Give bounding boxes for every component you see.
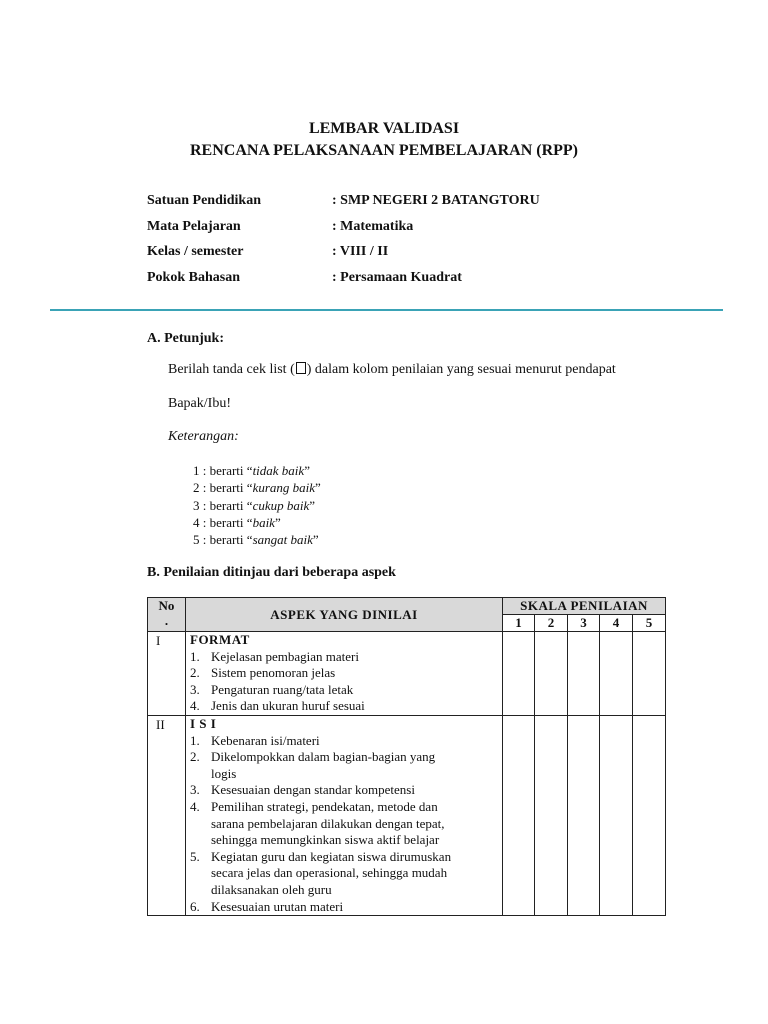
info-value: : Matematika: [332, 219, 414, 234]
score-cell-3[interactable]: [568, 715, 600, 915]
list-item: 2. Dikelompokkan dalam bagian-bagian yang logis: [190, 749, 436, 781]
info-label: Kelas / semester: [147, 244, 244, 259]
section-b-heading: B. Penilaian ditinjau dari beberapa aspek: [147, 565, 396, 580]
info-value: : Persamaan Kuadrat: [332, 270, 462, 285]
legend-item: 3 : berarti “cukup baik”: [193, 497, 316, 513]
info-label: Satuan Pendidikan: [147, 193, 261, 208]
table-row: [148, 632, 666, 716]
legend-item: 4 : berarti “baik”: [193, 514, 281, 530]
instruction-text: [168, 362, 616, 378]
legend-item: 1 : berarti “tidak baik”: [193, 463, 310, 478]
info-label: Pokok Bahasan: [147, 270, 240, 285]
header-scale-2: 2: [535, 615, 568, 632]
group-title: I S I: [190, 715, 217, 731]
header-aspek: ASPEK YANG DINILAI: [186, 598, 503, 632]
instruction-text-line2: Bapak/Ibu!: [168, 396, 231, 411]
score-cell-4[interactable]: [600, 632, 633, 716]
list-item: 5. Kegiatan guru dan kegiatan siswa dirumuskan secara jelas dan operasional, sehingga mudah dilaksanakan oleh guru: [190, 848, 452, 897]
info-value: : SMP NEGERI 2 BATANGTORU: [332, 193, 540, 208]
list-item: 6. Kesesuaian urutan materi: [190, 898, 344, 914]
aspect-cell: [186, 632, 503, 716]
info-label: Mata Pelajaran: [147, 219, 241, 234]
list-item: 4. Pemilihan strategi, pendekatan, metode dan sarana pembelajaran dilakukan dengan tepat, sehingga memungkinkan siswa aktif belajar: [190, 798, 445, 848]
instruction-part-2: ) dalam kolom penilaian yang sesuai menurut pendapat: [306, 362, 616, 377]
header-scale-4: 4: [600, 615, 633, 632]
instruction-part-1: Berilah tanda cek list (: [168, 362, 295, 377]
header-scale-1: 1: [503, 615, 535, 632]
section-a-heading: A. Petunjuk:: [147, 331, 225, 346]
header-no: No .: [148, 598, 186, 632]
table-row: [148, 715, 666, 915]
list-item: 1. Kejelasan pembagian materi: [190, 648, 359, 664]
section-divider: [50, 309, 723, 311]
group-title: FORMAT: [190, 632, 250, 647]
document-subtitle: RENCANA PELAKSANAAN PEMBELAJARAN (RPP): [190, 142, 578, 159]
list-item: 2. Sistem penomoran jelas: [190, 665, 336, 681]
row-number: I: [148, 632, 186, 716]
legend-item: 5 : berarti “sangat baik”: [193, 532, 319, 548]
list-item: 3. Pengaturan ruang/tata letak: [190, 681, 354, 697]
keterangan-label: Keterangan:: [168, 429, 239, 444]
list-item: 3. Kesesuaian dengan standar kompetensi: [190, 782, 415, 798]
scale-legend: [193, 462, 321, 548]
header-skala-penilaian: SKALA PENILAIAN: [503, 598, 666, 615]
score-cell-1[interactable]: [503, 715, 535, 915]
score-cell-1[interactable]: [503, 632, 535, 716]
score-cell-5[interactable]: [633, 632, 666, 716]
score-cell-2[interactable]: [535, 632, 568, 716]
info-value: : VIII / II: [332, 244, 389, 259]
score-cell-3[interactable]: [568, 632, 600, 716]
legend-item: 2 : berarti “kurang baik”: [193, 480, 321, 496]
list-item: 4. Jenis dan ukuran huruf sesuai: [190, 698, 365, 714]
row-number: II: [148, 715, 186, 915]
score-cell-2[interactable]: [535, 715, 568, 915]
assessment-table: [147, 597, 666, 916]
document-title: LEMBAR VALIDASI: [308, 120, 460, 137]
score-cell-5[interactable]: [633, 715, 666, 915]
checkbox-icon: [296, 362, 306, 374]
list-item: 1. Kebenaran isi/materi: [190, 732, 320, 748]
score-cell-4[interactable]: [600, 715, 633, 915]
header-scale-5: 5: [633, 615, 666, 632]
header-scale-3: 3: [568, 615, 600, 632]
aspect-cell: [186, 715, 503, 915]
